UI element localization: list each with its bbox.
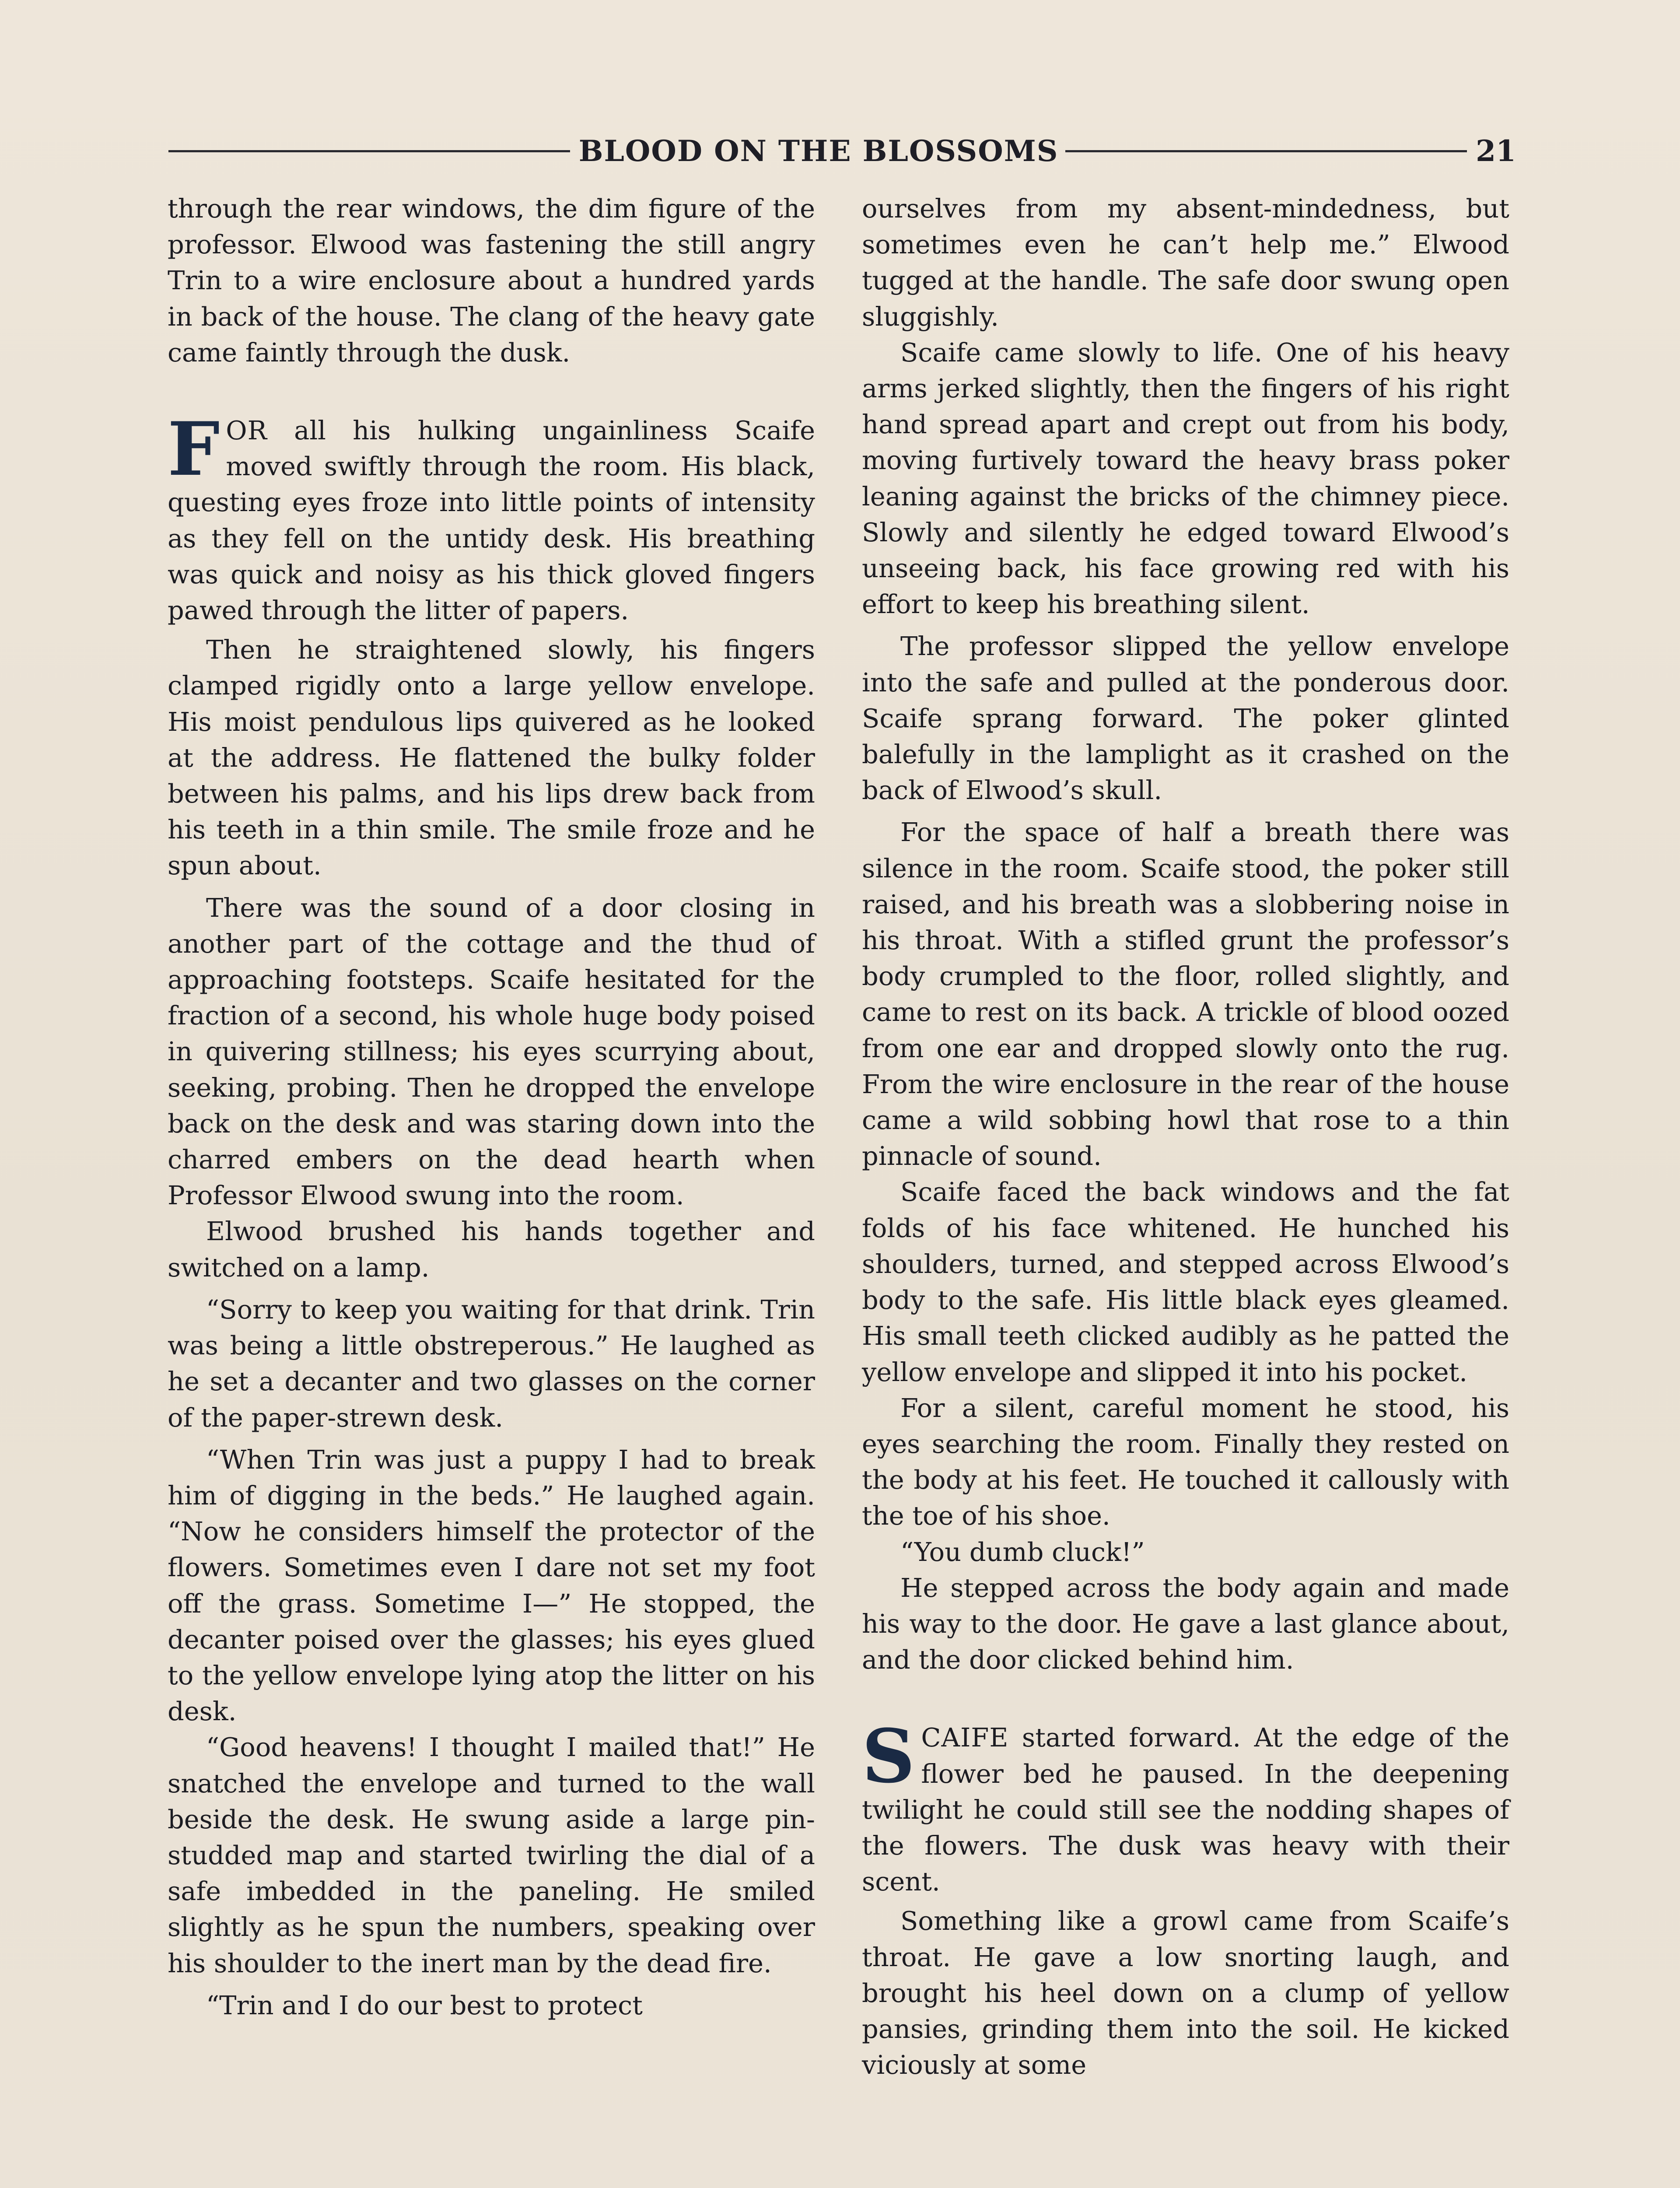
section-opening-paragraph <box>862 1713 1509 1900</box>
header-rule-right <box>1065 150 1467 152</box>
small-caps-lead: CAIFE <box>921 1722 1009 1753</box>
paragraph: Something like a growl came from Scaife’s throat. He gave a low snorting laugh, and brought his heel down on a clump of yellow pansies, grinding them into the soil. He kicked viciously at some <box>862 1906 1509 2080</box>
paragraph: through the rear windows, the dim figure of the professor. Elwood was fastening the still angry Trin to a wire enclosure about a hundred yards in back of the house. The clang of the heavy gate came faintly through the dusk. <box>168 193 815 368</box>
running-header <box>168 127 1516 175</box>
paragraph: “You dumb cluck!” <box>900 1536 1145 1567</box>
paragraph-text: started forward. At the edge of the flower bed he paused. In the deepening twilight he could still see the nodding shapes of the flowers. The dusk was heavy with their scent. <box>862 1722 1509 1897</box>
left-column <box>168 191 815 2023</box>
paragraph: “Good heavens! I thought I mailed that!” He snatched the envelope and turned to the wall beside the desk. He swung aside a large pin-studded map and started twirling the dial of a safe imbedded in the paneling. He smiled slightly as he spun the numbers, speaking over his shoulder to the inert man by the dead fire. <box>168 1732 815 1978</box>
paragraph: For the space of half a breath there was silence in the room. Scaife stood, the poker still raised, and his breath was a slobbering noise in his throat. With a stifled grunt the professor’s body crumpled to the floor, rolled slightly, and came to rest on its back. A trickle of blood oozed from one ear and dropped slowly onto the rug. From the wire enclosure in the rear of the house came a wild sobbing howl that rose to a thin pinnacle of sound. <box>862 817 1509 1171</box>
drop-cap: S <box>862 1713 915 1800</box>
paragraph: Scaife faced the back windows and the fat folds of his face whitened. He hunched his shoulders, turned, and stepped across Elwood’s body to the safe. His little black eyes gleamed. His small teeth clicked audibly as he patted the yellow envelope and slipped it into his pocket. <box>862 1177 1509 1387</box>
paragraph: Scaife came slowly to life. One of his heavy arms jerked slightly, then the fingers of his right hand spread apart and crept out from his body, moving furtively toward the heavy brass poker leaning against the bricks of the chimney piece. Slowly and silently he edged toward Elwood’s unseeing back, his face growing red with his effort to keep his breathing silent. <box>862 337 1509 620</box>
small-caps-lead: OR <box>226 415 268 446</box>
running-title: BLOOD ON THE BLOSSOMS <box>578 134 1059 168</box>
paragraph: ourselves from my absent-mindedness, but sometimes even he can’t help me.” Elwood tugged at the handle. The safe door swung open sluggishly. <box>862 193 1509 332</box>
paragraph: Elwood brushed his hands together and switched on a lamp. <box>168 1216 815 1283</box>
header-rule-left <box>168 150 570 152</box>
paragraph: Then he straightened slowly, his fingers clamped rigidly onto a large yellow envelope. His moist pendulous lips quivered as he looked at the address. He flattened the bulky folder between his palms, and his lips drew back from his teeth in a thin smile. The smile froze and he spun about. <box>168 635 815 881</box>
paragraph: There was the sound of a door closing in another part of the cottage and the thud of approaching footsteps. Scaife hesitated for the fraction of a second, his whole huge body poised in quivering stillness; his eyes scurrying about, seeking, probing. Then he dropped the envelope back on the desk and was staring down into the charred embers on the dead hearth when Professor Elwood swung into the room. <box>168 892 815 1211</box>
drop-cap: F <box>168 406 220 493</box>
right-column <box>862 191 1509 2083</box>
paragraph: He stepped across the body again and made his way to the door. He gave a last glance about, and the door clicked behind him. <box>862 1572 1509 1675</box>
paragraph: “When Trin was just a puppy I had to break him of digging in the beds.” He laughed again. “Now he considers himself the protector of the flowers. Sometimes even I dare not set my foot off the grass. Sometime I—” He stopped, the decanter poised over the glasses; his eyes glued to the yellow envelope lying atop the litter on his desk. <box>168 1444 815 1727</box>
paragraph: “Sorry to keep you waiting for that drink. Trin was being a little obstreperous.” He laughed as he set a decanter and two glasses on the corner of the paper-strewn desk. <box>168 1294 815 1433</box>
paragraph: “Trin and I do our best to protect <box>206 1990 643 2020</box>
paragraph: For a silent, careful moment he stood, his eyes searching the room. Finally they rested on the body at his feet. He touched it callously with the toe of his shoe. <box>862 1392 1509 1531</box>
paragraph: The professor slipped the yellow envelope into the safe and pulled at the ponderous door. Scaife sprang forward. The poker glinted balefully in the lamplight as it crashed on the back of Elwood’s skull. <box>862 631 1509 806</box>
paragraph-text: all his hulking ungainliness Scaife moved swiftly through the room. His black, questing eyes froze into little points of intensity as they fell on the untidy desk. His breathing was quick and noisy as his thick gloved fingers pawed through the litter of papers. <box>168 415 815 626</box>
section-opening-paragraph <box>168 406 815 628</box>
page-number: 21 <box>1476 134 1516 168</box>
